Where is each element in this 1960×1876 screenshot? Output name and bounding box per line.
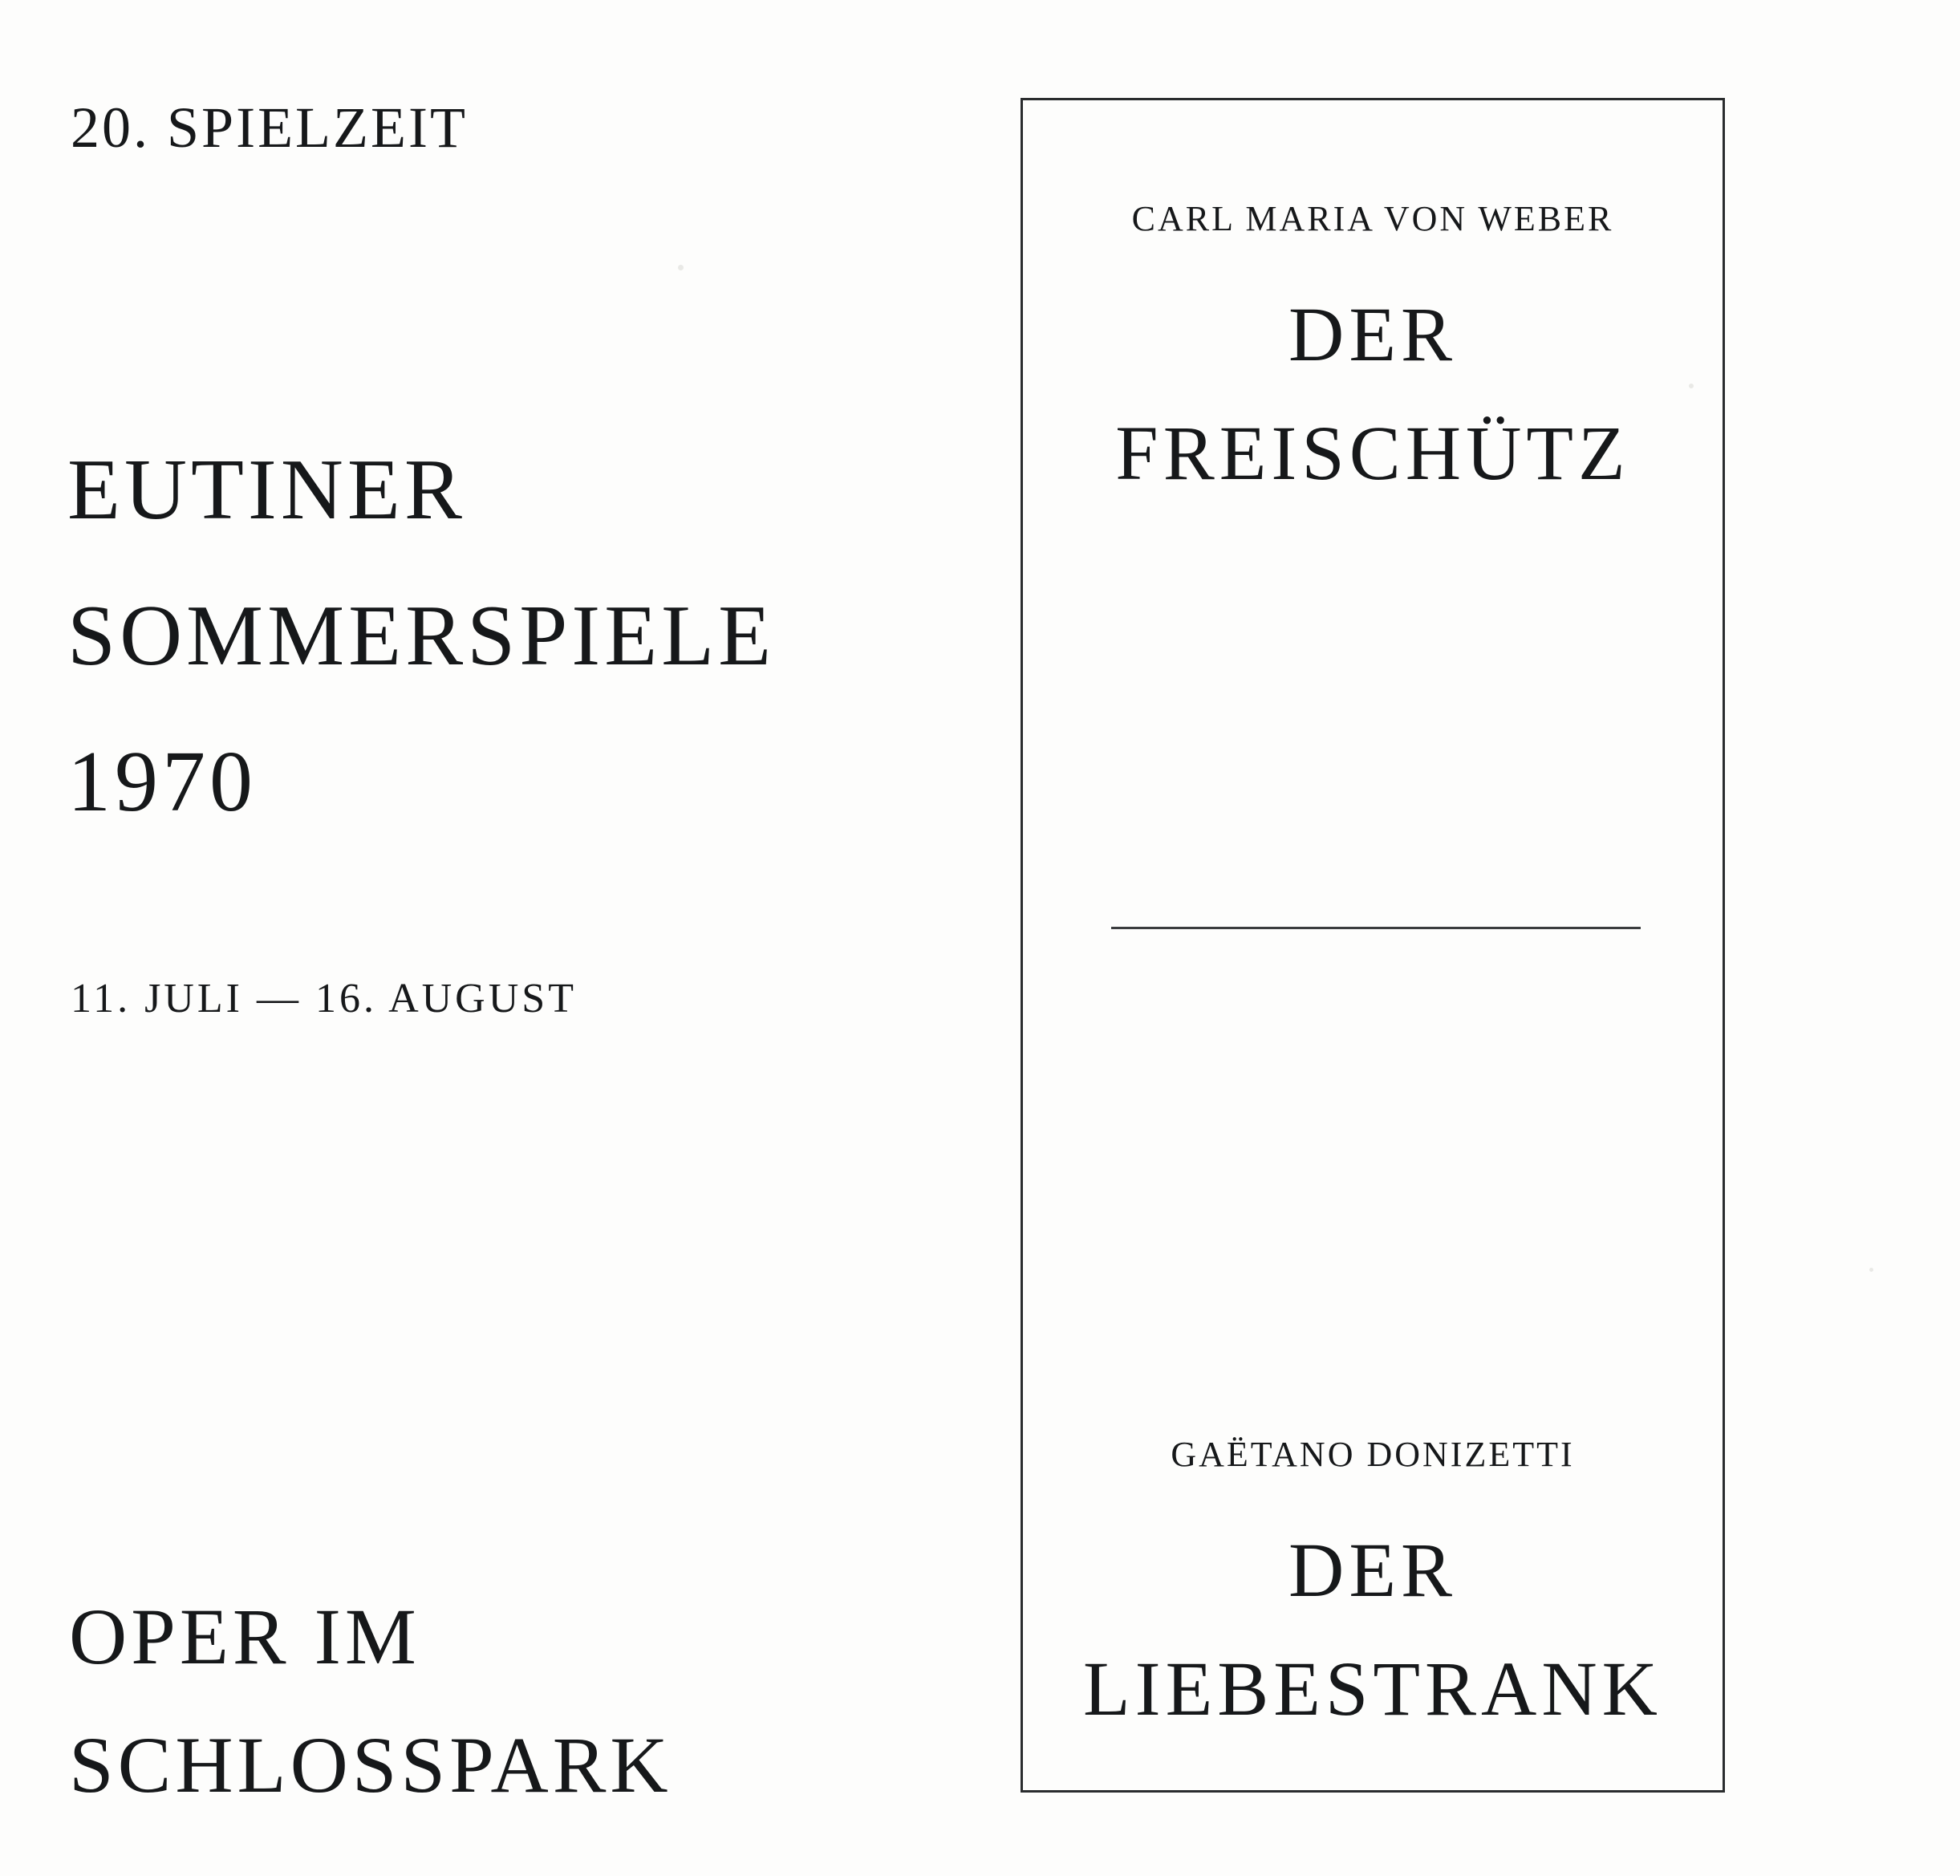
opera-title-2-line-1: DER — [1288, 1527, 1457, 1613]
venue — [69, 1573, 672, 1829]
opera-entry-1 — [1023, 197, 1723, 513]
venue-line-2: SCHLOSSPARK — [69, 1720, 672, 1809]
date-range: 11. JULI — 16. AUGUST — [71, 976, 577, 1021]
opera-title-2-line-2: LIEBESTRANK — [1083, 1646, 1662, 1732]
venue-line-1: OPER IM — [69, 1592, 420, 1681]
paper-speckle — [1869, 1268, 1873, 1272]
festival-title — [67, 417, 775, 855]
season-label: 20. SPIELZEIT — [71, 95, 468, 160]
composer-name-2: GAËTANO DONIZETTI — [1171, 1435, 1575, 1474]
festival-title-line-1: EUTINER — [67, 442, 466, 538]
program-divider — [1111, 927, 1641, 929]
opera-title-2 — [1023, 1511, 1723, 1748]
opera-title-1-line-1: DER — [1288, 291, 1457, 377]
opera-title-1 — [1023, 275, 1723, 513]
festival-title-line-2: SOMMERSPIELE — [67, 588, 776, 684]
composer-name-1: CARL MARIA VON WEBER — [1131, 199, 1614, 238]
festival-title-line-3: 1970 — [67, 734, 257, 830]
opera-entry-2 — [1023, 1432, 1723, 1748]
opera-title-1-line-2: FREISCHÜTZ — [1115, 410, 1630, 496]
poster-left-column — [63, 0, 1025, 1876]
program-box — [1021, 98, 1725, 1793]
